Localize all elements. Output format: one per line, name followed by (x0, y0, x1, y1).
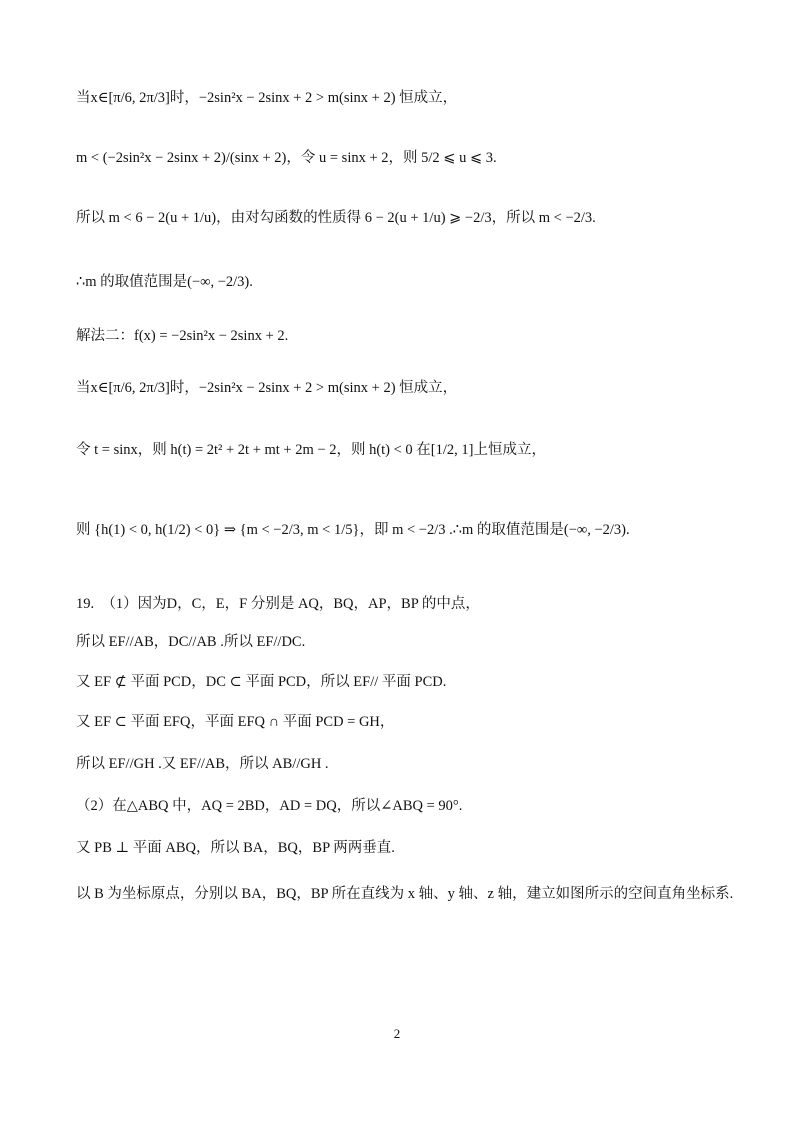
line-3: 所以 m < 6 − 2(u + 1/u)，由对勾函数的性质得 6 − 2(u + 1/u) ⩾ −2/3，所以 m < −2/3. (76, 210, 596, 226)
line-10: 所以 EF//AB，DC//AB .所以 EF//DC. (76, 634, 306, 650)
page-number: 2 (393, 1026, 401, 1041)
line-9: 19. （1）因为D，C，E，F 分别是 AQ，BQ，AP，BP 的中点， (76, 596, 480, 612)
line-8: 则 {h(1) < 0, h(1/2) < 0} ⇒ {m < −2/3, m < 1/5}，即 m < −2/3 .∴m 的取值范围是(−∞, −2/3). (76, 522, 630, 538)
line-14: （2）在△ABQ 中，AQ = 2BD，AD = DQ，所以∠ABQ = 90°. (76, 798, 463, 814)
line-2: m < (−2sin²x − 2sinx + 2)/(sinx + 2)，令 u = sinx + 2，则 5/2 ⩽ u ⩽ 3. (76, 150, 497, 166)
line-4: ∴m 的取值范围是(−∞, −2/3). (76, 274, 253, 290)
line-1: 当x∈[π/6, 2π/3]时，−2sin²x − 2sinx + 2 > m(sinx + 2) 恒成立， (76, 90, 458, 106)
line-6: 当x∈[π/6, 2π/3]时，−2sin²x − 2sinx + 2 > m(sinx + 2) 恒成立， (76, 380, 458, 396)
line-11: 又 EF ⊄ 平面 PCD，DC ⊂ 平面 PCD，所以 EF// 平面 PCD. (76, 674, 447, 690)
line-13: 所以 EF//GH .又 EF//AB，所以 AB//GH . (76, 756, 329, 772)
line-7: 令 t = sinx，则 h(t) = 2t² + 2t + mt + 2m − 2，则 h(t) < 0 在[1/2, 1]上恒成立， (76, 442, 546, 458)
line-12: 又 EF ⊂ 平面 EFQ，平面 EFQ ∩ 平面 PCD = GH， (76, 714, 395, 730)
line-16: 以 B 为坐标原点，分别以 BA，BQ，BP 所在直线为 x 轴、y 轴、z 轴，建立如图所示的空间直角坐标系. (76, 886, 734, 902)
line-5: 解法二：f(x) = −2sin²x − 2sinx + 2. (76, 328, 289, 344)
line-15: 又 PB ⊥ 平面 ABQ，所以 BA，BQ，BP 两两垂直. (76, 840, 395, 856)
